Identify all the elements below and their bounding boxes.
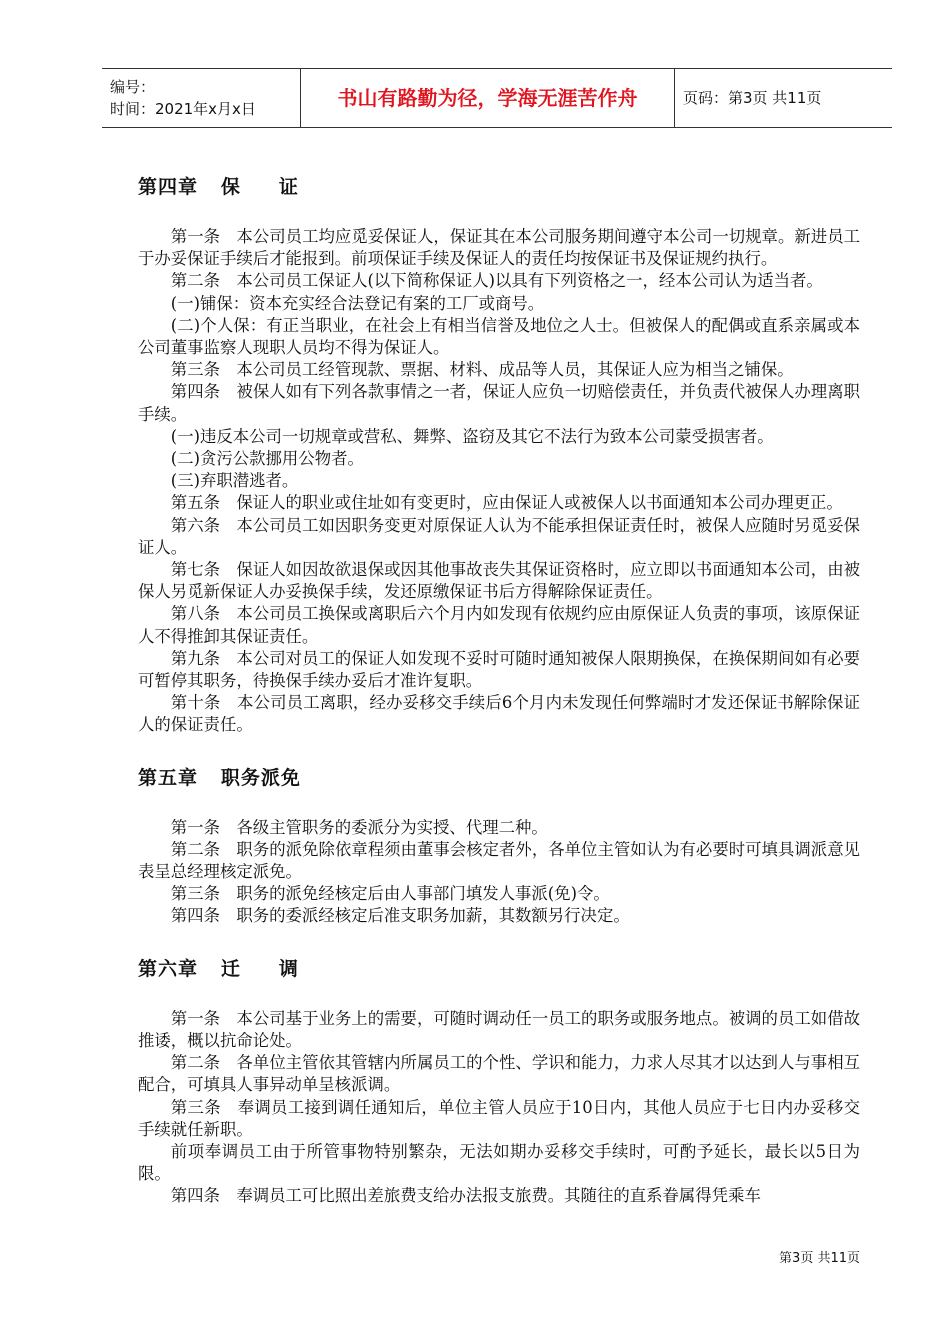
page-header	[102, 68, 892, 128]
chapter-title: 第六章 迁 调	[138, 957, 299, 980]
clause-paragraph: 第二条 各单位主管依其管辖内所属员工的个性、学识和能力，力求人尽其才以达到人与事相互配合，可填具人事异动单呈核派调。	[138, 1053, 860, 1095]
clause-paragraph: 第一条 各级主管职务的委派分为实授、代理二种。	[170, 817, 548, 837]
clause-paragraph: 第一条 本公司员工均应觅妥保证人，保证其在本公司服务期间遵守本公司一切规章。新进员工于办妥保证手续后才能报到。前项保证手续及保证人的责任均按保证书及保证规约执行。	[138, 227, 860, 269]
clause-paragraph: 第六条 本公司员工如因职务变更对原保证人认为不能承担保证责任时，被保人应随时另觅妥保证人。	[138, 515, 860, 557]
chapter-section	[138, 170, 860, 737]
clause-paragraph: 第四条 被保人如有下列各款事情之一者，保证人应负一切赔偿责任，并负责代被保人办理离职手续。	[138, 382, 860, 424]
chapter-section	[138, 928, 860, 1208]
clause-paragraph: 第二条 职务的派免除依章程须由董事会核定者外，各单位主管如认为有必要时可填具调派意见表呈总经理核定派免。	[138, 839, 860, 882]
header-motto	[300, 69, 675, 127]
clause-paragraph: 第三条 本公司员工经管现款、票据、材料、成品等人员，其保证人应为相当之铺保。	[170, 360, 794, 380]
clause-paragraph: 第五条 保证人的职业或住址如有变更时，应由保证人或被保人以书面通知本公司办理更正。	[170, 493, 843, 513]
motto-text: 书山有路勤为径，学海无涯苦作舟	[337, 86, 638, 110]
document-number-label: 编号：	[110, 78, 156, 96]
chapter-section	[138, 737, 860, 928]
document-time-label: 时间：2021年x月x日	[110, 100, 256, 118]
clause-paragraph: (三)弃职潜逃者。	[170, 471, 299, 491]
chapter-title: 第四章 保 证	[138, 176, 299, 198]
clause-paragraph: 第八条 本公司员工换保或离职后六个月内如发现有依规约应由原保证人负责的事项，该原保证人不得推卸其保证责任。	[138, 604, 860, 646]
clause-paragraph: (一)违反本公司一切规章或营私、舞弊、盗窃及其它不法行为致本公司蒙受损害者。	[170, 426, 774, 446]
clause-paragraph: 第一条 本公司基于业务上的需要，可随时调动任一员工的职务或服务地点。被调的员工如借故推诿，概以抗命论处。	[138, 1008, 860, 1050]
clause-paragraph: 第二条 本公司员工保证人(以下简称保证人)以具有下列资格之一，经本公司认为适当者。	[170, 271, 823, 291]
clause-paragraph: (二)贪污公款挪用公物者。	[170, 449, 364, 469]
page-footer	[779, 1247, 860, 1266]
clause-paragraph: 第四条 职务的委派经核定后准支职务加薪，其数额另行决定。	[170, 906, 630, 926]
clause-paragraph: 第十条 本公司员工离职，经办妥移交手续后6个月内未发现任何弊端时才发还保证书解除保证人的保证责任。	[138, 693, 860, 735]
clause-paragraph: 第三条 奉调员工接到调任通知后，单位主管人员应于10日内，其他人员应于七日内办妥移交手续就任新职。	[138, 1097, 860, 1139]
chapter-title: 第五章 职务派免	[138, 766, 301, 789]
document-body	[138, 170, 860, 1208]
footer-page-number: 第3页 共11页	[779, 1251, 860, 1266]
clause-paragraph: 第七条 保证人如因故欲退保或因其他事故丧失其保证资格时，应立即以书面通知本公司，由被保人另觅新保证人办妥换保手续，发还原缴保证书后方得解除保证责任。	[138, 560, 860, 602]
clause-paragraph: (一)铺保：资本充实经合法登记有案的工厂或商号。	[170, 293, 545, 313]
clause-paragraph: 第四条 奉调员工可比照出差旅费支给办法报支旅费。其随往的直系眷属得凭乘车	[170, 1186, 761, 1206]
clause-paragraph: (二)个人保：有正当职业，在社会上有相当信誉及地位之人士。但被保人的配偶或直系亲属或本公司董事监察人现职人员均不得为保证人。	[138, 315, 860, 358]
header-page-number: 页码：第3页 共11页	[683, 89, 822, 107]
clause-paragraph: 第三条 职务的派免经核定后由人事部门填发人事派(免)令。	[170, 884, 610, 904]
header-page-info	[675, 69, 892, 127]
clause-paragraph: 第九条 本公司对员工的保证人如发现不妥时可随时通知被保人限期换保，在换保期间如有必要可暂停其职务，待换保手续办妥后才准许复职。	[138, 648, 860, 691]
header-meta	[102, 69, 300, 127]
clause-paragraph: 前项奉调员工由于所管事物特别繁杂，无法如期办妥移交手续时，可酌予延长，最长以5日为限。	[138, 1141, 860, 1184]
